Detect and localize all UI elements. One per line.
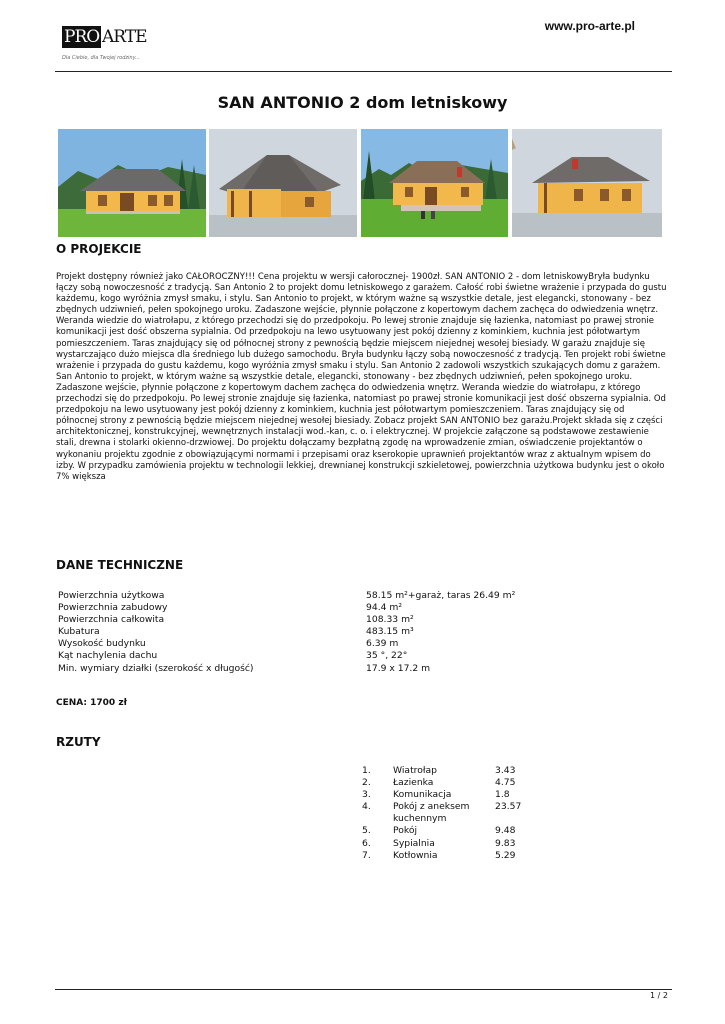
project-description: Projekt dostępny również jako CAŁOROCZNY!!! Cena projektu w wersji całorocznej- 1900zł. SAN ANTONIO 2 - dom letniskowyBryła budynku łączy sobą nowoczesność z tradycją. San Antonio 2 to projekt domu letniskowego z garażem. Całość robi świetne wrażenie i przypada do gustu każdemu, kogo wyróżnia zmysł smaku, i stylu. San Antonio to projekt, w którym ważne są wszystkie detale, jest elegancki, stonowany - bez zbędnych udziwnień, pełen spokojnego uroku. Zadaszone wejście, płynnie połączone z kopertowym dachem zachęca do odwiedzenia wnętrz. Weranda wiedzie do wiatrołapu, z którego przechodzi się do przedpokoju. Po lewej stronie znajduje się łazienka, natomiast po prawej stronie komunikacji jest dość obszerna sypialnia. Od przedpokoju na lewo usytuowany jest pokój dzienny z kominkiem, kuchnia jest półotwartym pomieszczeniem. Taras znajdujący się od północnej strony z pewnością będzie miejscem niejednej wesołej biesiady. W garażu znajduje się wystarczająco dużo miejsca dla średniego lub dużego samochodu. Bryła budynku łączy sobą nowoczesność z tradycją. Ten projekt robi świetne wrażenie i przypada do gustu każdemu, kogo wyróżnia zmysł smaku i stylu. San Antonio 2 zadowoli wszystkich szukających domu z garażem. San Antonio to projekt, w którym ważne są wszystkie detale, elegancki, stonowany - bez zbędnych udziwnień, pełen spokojnego uroku. Zadaszone wejście, płynnie połączone z kopertowym dachem zachęca do odwiedzenia wnętrz. Weranda wiedzie do wiatrołapu, z którego przechodzi się do przedpokoju. Po lewej stronie znajduje się łazienka, natomiast po prawej stronie komunikacji jest dość obszerna sypialnia. Od przedpokoju na lewo usytuowany jest pokój dzienny z kominkiem, kuchnia jest półotwartym pomieszczeniem. Taras znajdujący się od północnej strony z pewnością będzie miejscem niejednej wesołej biesiady. Zobacz projekt SAN ANTONIO bez garażu.Projekt składa się z części architektonicznej, konstrukcyjnej, wewnętrznych instalacji wod.-kan, c. o. i elektrycznej. W projekcie załączone są podstawowe zestawienie stali, drewna i stolarki okienno-drzwiowej. Do projektu dołączamy bezpłatną zgodę na wprowadzenie zmian, oświadczenie projektantów o wykonaniu projektu zgodnie z obowiązującymi normami i przepisami oraz kserokopie uprawnień projektantów wraz z aktualnym wpisem do izby. W przypadku zamówienia projektu w technologii lekkiej, drewnianej konstrukcji szkieletowej, powierzchnia użytkowa budynku jest o około 7% większa <box>56 272 667 482</box>
spec-value: 58.15 m²+garaż, taras 26.49 m² <box>366 590 516 601</box>
section-heading-tech: DANE TECHNICZNE <box>56 558 184 572</box>
room-name: Wiatrołap <box>393 765 437 776</box>
room-row <box>362 850 542 862</box>
room-row <box>362 825 542 837</box>
spec-label: Powierzchnia użytkowa <box>58 590 165 601</box>
footer-divider <box>55 989 672 990</box>
house-render-corner[interactable] <box>209 129 357 237</box>
spec-label: Powierzchnia całkowita <box>58 614 165 626</box>
room-name: Komunikacja <box>393 789 452 801</box>
room-name: Kotłownia <box>393 849 438 861</box>
spec-row <box>58 590 578 602</box>
spec-label: Powierzchnia zabudowy <box>58 602 168 614</box>
room-name: Pokój <box>393 825 417 837</box>
spec-row <box>58 602 578 614</box>
section-heading-plans: RZUTY <box>56 735 101 749</box>
spec-label: Kąt nachylenia dachu <box>58 650 158 662</box>
room-area: 9.48 <box>495 825 516 837</box>
room-number: 4. <box>362 801 371 813</box>
section-heading-about: O PROJEKCIE <box>56 242 142 256</box>
room-row <box>362 765 542 777</box>
spec-value: 94.4 m² <box>366 602 403 614</box>
room-row <box>362 838 542 850</box>
tech-specs-table <box>58 590 578 675</box>
spec-row <box>58 663 578 675</box>
room-row <box>362 801 542 825</box>
room-name: Łazienka <box>393 777 434 789</box>
room-area: 23.57 <box>495 801 522 813</box>
spec-value: 17.9 x 17.2 m <box>366 662 431 674</box>
spec-label: Min. wymiary działki (szerokość x długość) <box>58 662 254 674</box>
house-render-front[interactable] <box>58 129 206 237</box>
room-row <box>362 789 542 801</box>
price-label: CENA: 1700 zł <box>56 698 127 708</box>
proarte-logo <box>62 24 152 64</box>
room-number: 5. <box>362 825 371 837</box>
room-number: 3. <box>362 789 371 801</box>
house-render-side[interactable] <box>512 129 662 237</box>
room-area: 3.43 <box>495 765 516 776</box>
room-number: 2. <box>362 777 371 789</box>
spec-value: 6.39 m <box>366 638 399 650</box>
room-area: 5.29 <box>495 849 516 861</box>
room-area: 4.75 <box>495 777 516 789</box>
spec-label: Wysokość budynku <box>58 638 146 650</box>
room-row <box>362 777 542 789</box>
page-title: SAN ANTONIO 2 dom letniskowy <box>217 93 508 112</box>
header-divider <box>55 71 672 72</box>
room-number: 1. <box>362 765 371 776</box>
room-area: 1.8 <box>495 789 510 801</box>
room-area: 9.83 <box>495 837 516 849</box>
spec-label: Kubatura <box>58 626 100 638</box>
rooms-list <box>362 765 542 862</box>
spec-row <box>58 638 578 650</box>
room-number: 7. <box>362 849 371 861</box>
room-number: 6. <box>362 837 371 849</box>
spec-value: 108.33 m² <box>366 614 414 626</box>
spec-value: 483.15 m³ <box>366 626 414 638</box>
room-name: Pokój z aneksem kuchennym <box>393 801 470 825</box>
logo-mark: PRO ARTE <box>64 27 147 47</box>
spec-row <box>58 626 578 638</box>
page-number: 1 / 2 <box>650 991 668 1000</box>
room-name: Sypialnia <box>393 837 435 849</box>
website-url[interactable]: www.pro-arte.pl <box>544 19 635 33</box>
house-render-garden[interactable] <box>361 129 508 237</box>
logo-tagline: Dla Ciebie, dla Twojej rodziny... <box>62 55 140 61</box>
spec-value: 35 °, 22° <box>366 650 408 662</box>
spec-row <box>58 614 578 626</box>
spec-row <box>58 650 578 662</box>
